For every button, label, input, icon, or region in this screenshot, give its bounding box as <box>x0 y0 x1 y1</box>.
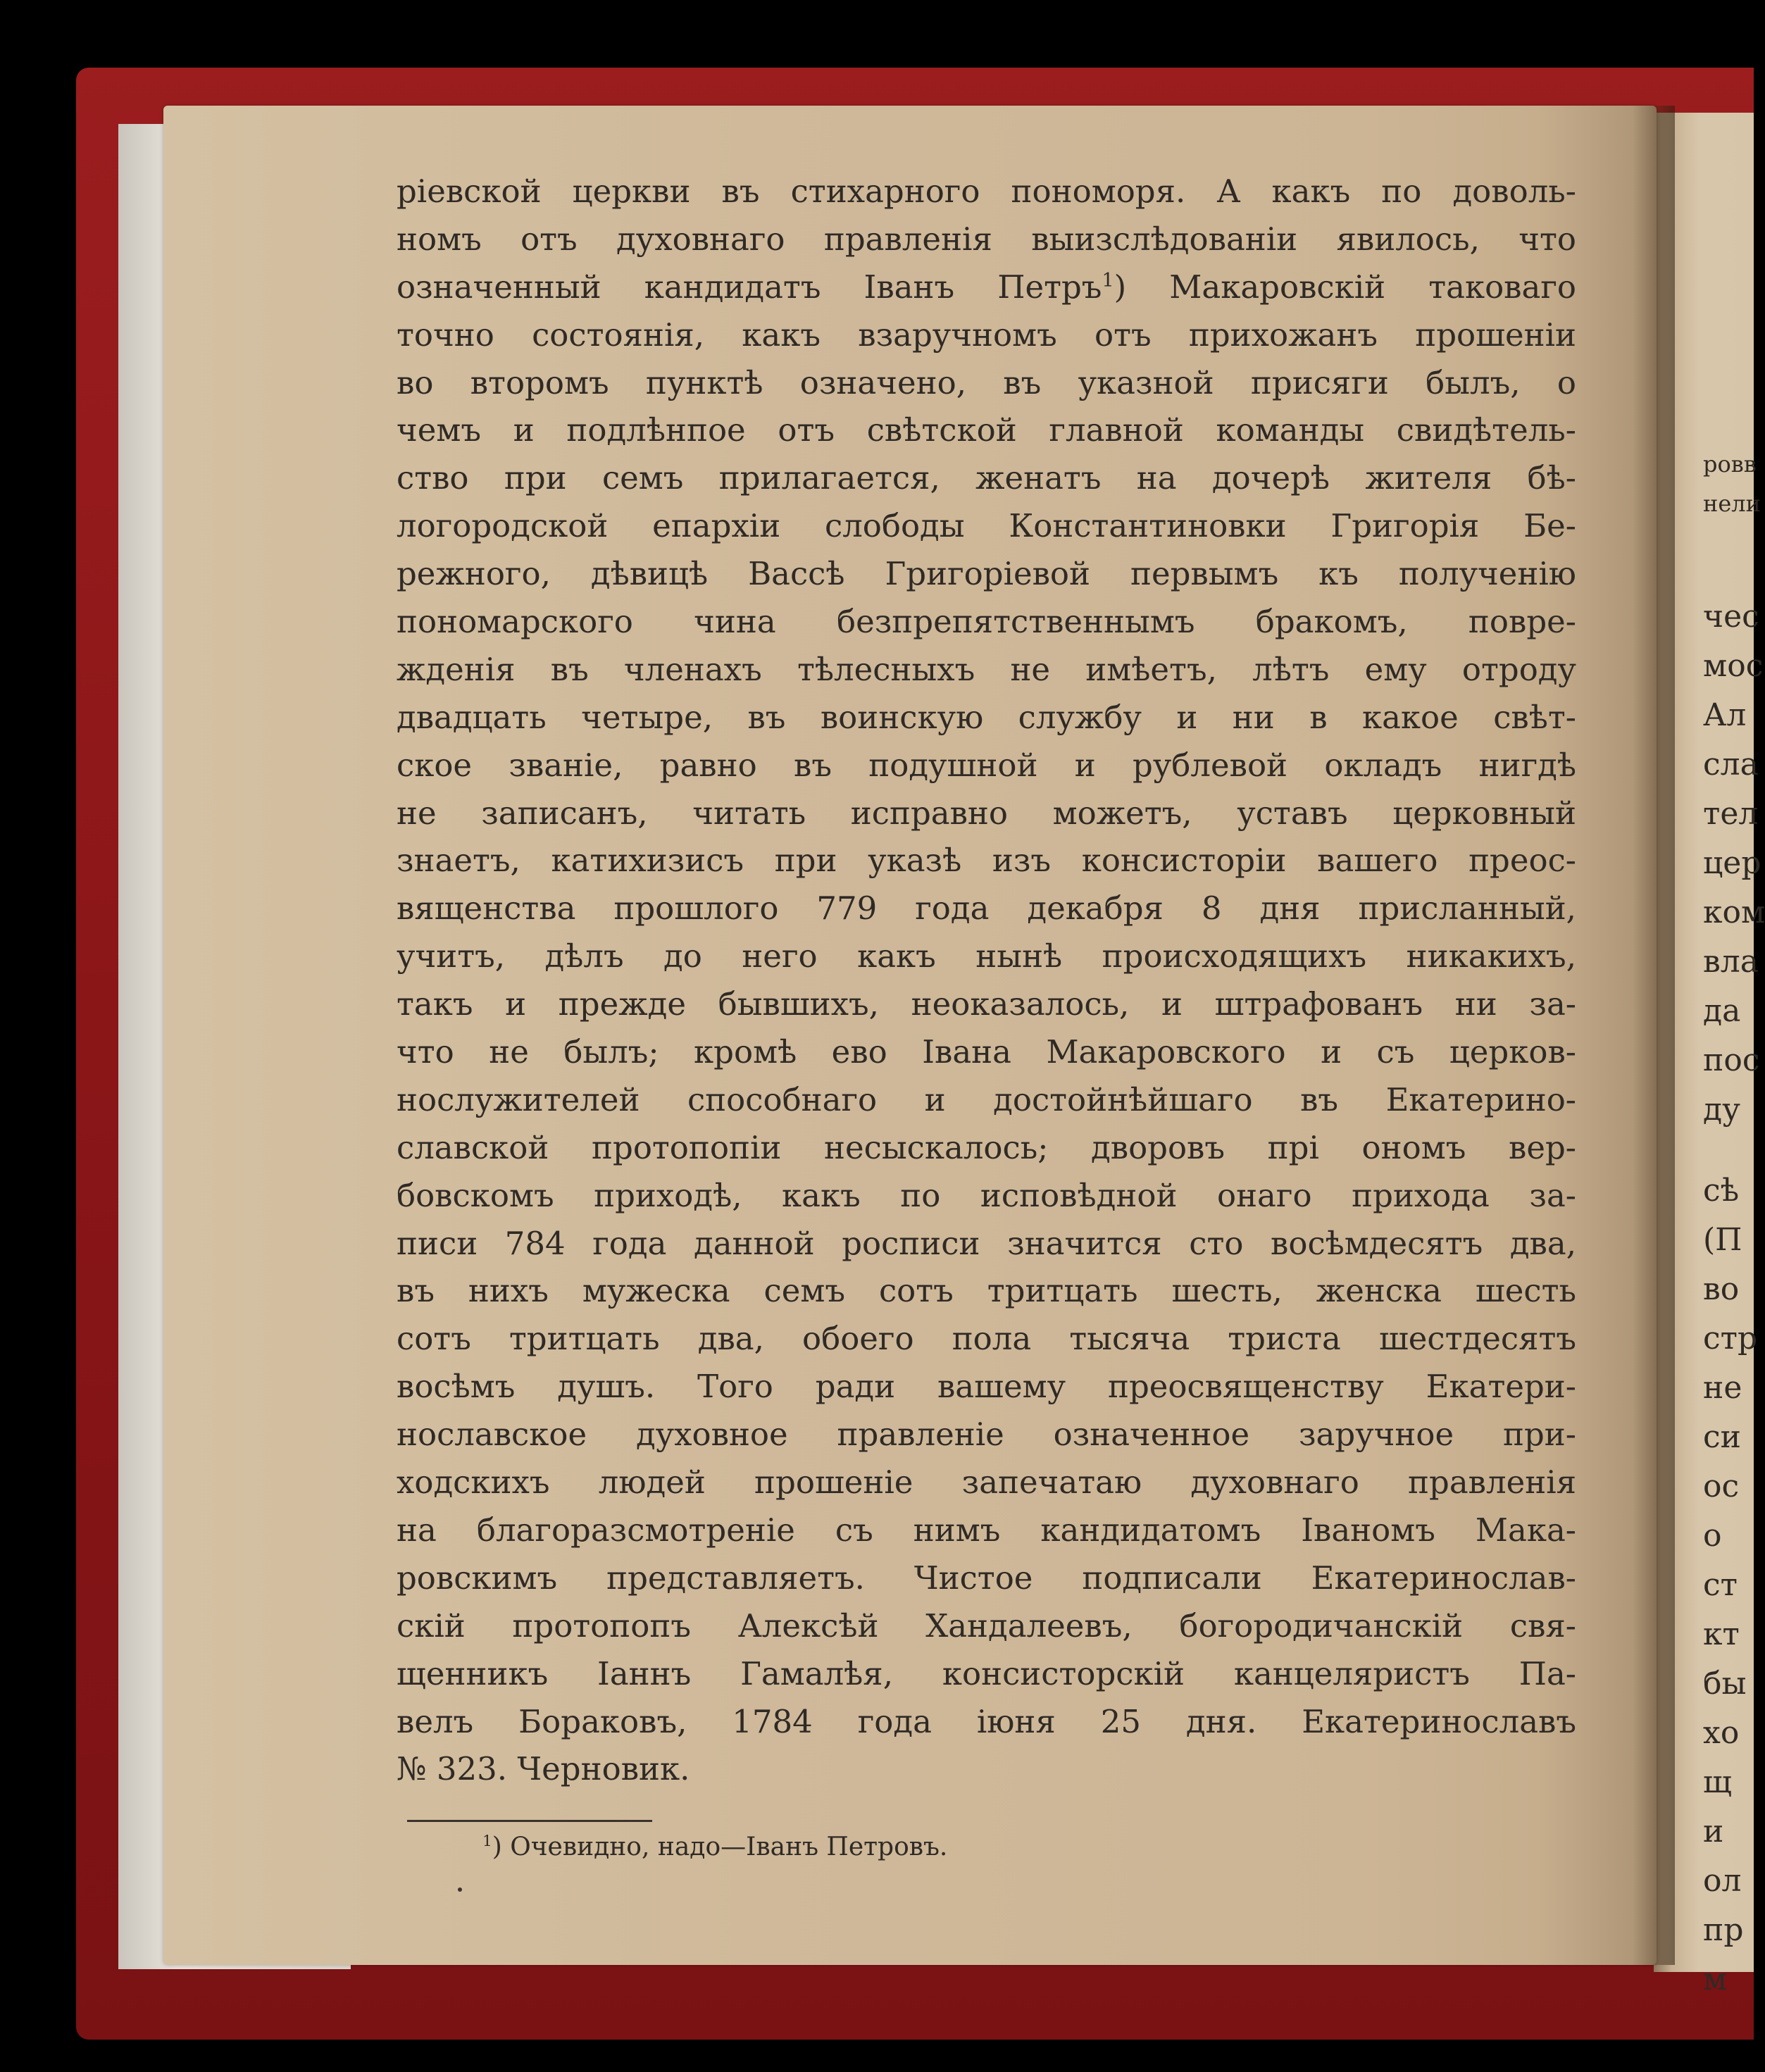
text-line: скій протопопъ Алексѣй Хандалеевъ, богородичанскій свя- <box>397 1606 1576 1645</box>
facing-page-fragment: си <box>1703 1419 1741 1455</box>
facing-page-fragment: не <box>1703 1370 1742 1406</box>
facing-page-fragment: и <box>1703 1814 1724 1849</box>
text-line: чемъ и подлѣнпое отъ свѣтской главной команды свидѣтель- <box>397 411 1576 449</box>
text-line: сотъ тритцать два, обоего пола тысяча триста шестдесятъ <box>397 1320 1576 1358</box>
facing-page-fragment: тел <box>1703 796 1759 832</box>
text-line: пономарского чина безпрепятственнымъ бракомъ, повре- <box>397 603 1576 641</box>
text-line-last: № 323. Черновик. <box>397 1750 690 1788</box>
text-line: двадцать четыре, въ воинскую службу и ни в какое свѣт- <box>397 698 1576 736</box>
text-line: ство при семъ прилагается, женатъ на дочерѣ жителя бѣ- <box>397 459 1576 497</box>
text-line: не записанъ, читать исправно можетъ, уставъ церковный <box>397 794 1576 832</box>
text-line: логородской епархіи слободы Константиновки Григорія Бе- <box>397 507 1576 545</box>
facing-page-fragment: цер <box>1703 845 1761 881</box>
text-line: точно состоянія, какъ взаручномъ отъ прихожанъ прошеніи <box>397 316 1576 354</box>
text-line: жденія въ членахъ тѣлесныхъ не имѣетъ, лѣтъ ему отроду <box>397 650 1576 688</box>
text-line: нослужителей способнаго и достойнѣйшаго въ Екатерино- <box>397 1080 1576 1118</box>
footnote-marker: 1 <box>482 1833 492 1850</box>
facing-page-fragment: вла <box>1703 944 1759 980</box>
footnote <box>482 1833 947 1861</box>
footnote-text: ) Очевидно, надо—Іванъ Петровъ. <box>492 1833 948 1861</box>
facing-page-fragment: сла <box>1703 747 1759 782</box>
text-line: нославское духовное правленіе означенное заручное при- <box>397 1416 1576 1454</box>
text-line: велъ Бораковъ, 1784 года іюня 25 дня. Екатеринославъ <box>397 1702 1576 1740</box>
facing-page-fragment: ровв <box>1703 451 1757 478</box>
facing-page-fragment: о <box>1703 1518 1722 1554</box>
facing-page-fragment: чес <box>1703 599 1759 635</box>
page-body-text <box>397 168 1576 1793</box>
facing-page-fragment: ол <box>1703 1863 1742 1899</box>
text-line: ходскихъ людей прошеніе запечатаю духовнаго правленія <box>397 1463 1576 1502</box>
text-line: щенникъ Іаннъ Гамалѣя, консисторскій канцеляристъ Па- <box>397 1654 1576 1692</box>
facing-page-fragment: бы <box>1703 1666 1747 1702</box>
facing-page-fragment: во <box>1703 1271 1740 1307</box>
facing-page-fragment: ком <box>1703 894 1765 930</box>
text-line: что не былъ; кромѣ ево Івана Макаровского и съ церков- <box>397 1033 1576 1071</box>
footnote-reference: 1 <box>1102 269 1114 292</box>
text-line-part: означенный кандидатъ Іванъ Петръ <box>397 268 1102 306</box>
facing-page-fragment: мос <box>1703 648 1764 684</box>
text-line: учитъ, дѣлъ до него какъ нынѣ происходящихъ никакихъ, <box>397 937 1576 975</box>
text-line: такъ и прежде бывшихъ, неоказалось, и штрафованъ ни за- <box>397 985 1576 1023</box>
text-line: ріевской церкви въ стихарного пономоря. А какъ по доволь- <box>397 173 1576 210</box>
text-line: ровскимъ представляетъ. Чистое подписали Екатеринослав- <box>397 1559 1576 1597</box>
text-line-with-footnote <box>397 263 1576 311</box>
facing-page-fragment: Ал <box>1703 697 1747 733</box>
facing-page-fragment: м <box>1703 1961 1728 1997</box>
text-line: ское званіе, равно въ подушной и рублевой окладъ нигдѣ <box>397 746 1576 784</box>
facing-page-fragment: пос <box>1703 1042 1760 1078</box>
ink-speck <box>458 1887 462 1892</box>
text-line: восѣмъ душъ. Того ради вашему преосвященству Екатери- <box>397 1368 1576 1406</box>
text-line: въ нихъ мужеска семъ сотъ тритцать шесть, женска шесть <box>397 1272 1576 1310</box>
text-line-part: ) Макаровскій таковаго <box>1114 268 1576 306</box>
text-line: вященства прошлого 779 года декабря 8 дня присланный, <box>397 890 1576 928</box>
text-line: бовскомъ приходѣ, какъ по исповѣдной онаго прихода за- <box>397 1176 1576 1214</box>
facing-page-fragment: щ <box>1703 1764 1732 1800</box>
facing-page-fragment: хо <box>1703 1715 1740 1751</box>
facing-page-fragment: пр <box>1703 1912 1744 1948</box>
book-gutter <box>1633 106 1675 1965</box>
text-line: знаетъ, катихизисъ при указѣ изъ консисторіи вашего преос- <box>397 842 1576 880</box>
facing-page-fragment: ст <box>1703 1567 1738 1603</box>
facing-page-fragment: ос <box>1703 1468 1740 1504</box>
text-line: номъ отъ духовнаго правленія выизслѣдованіи явилось, что <box>397 220 1576 258</box>
facing-page-fragment: (П <box>1703 1222 1742 1258</box>
facing-page-fragment: ду <box>1703 1092 1740 1128</box>
text-line: писи 784 года данной росписи значится сто восѣмдесятъ два, <box>397 1224 1576 1262</box>
text-line: режного, дѣвицѣ Вассѣ Григоріевой первымъ къ полученію <box>397 555 1576 593</box>
facing-page-fragment: сѣ <box>1703 1173 1740 1209</box>
facing-page-fragment: нели <box>1703 490 1761 517</box>
text-line: славской протопопіи несыскалось; дворовъ прі ономъ вер- <box>397 1128 1576 1166</box>
facing-page-fragment: да <box>1703 993 1741 1029</box>
facing-page-fragment: стр <box>1703 1321 1758 1356</box>
facing-page-fragment: кт <box>1703 1616 1740 1652</box>
text-line: во второмъ пунктѣ означено, въ указной присяги былъ, о <box>397 363 1576 401</box>
text-line: на благоразсмотреніе съ нимъ кандидатомъ Іваномъ Мака- <box>397 1511 1576 1549</box>
footnote-rule <box>407 1820 652 1822</box>
